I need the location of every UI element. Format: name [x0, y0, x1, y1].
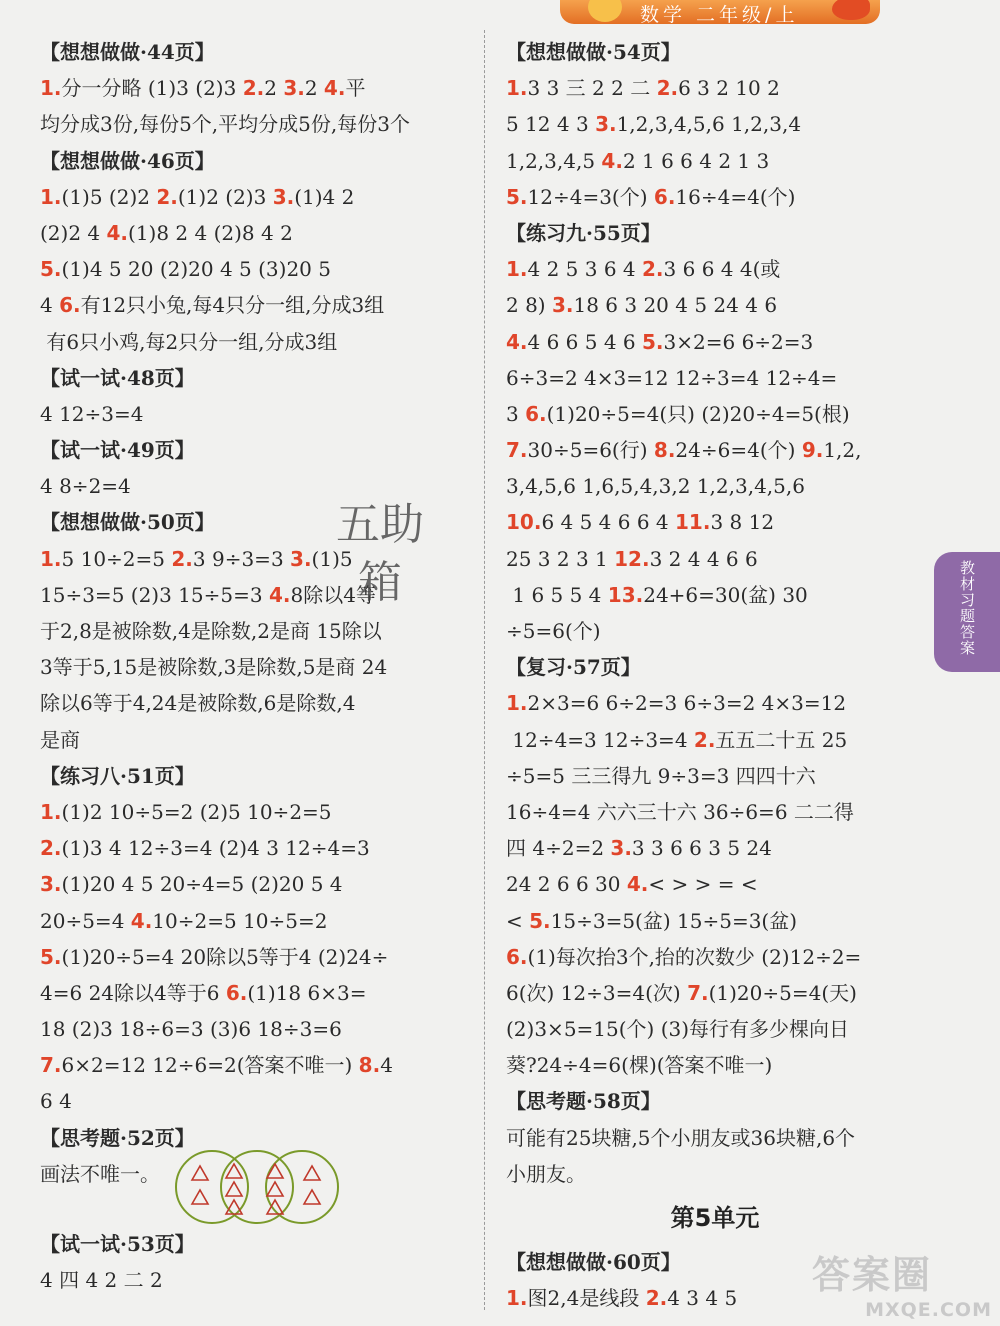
answer-text: 4 3 4 5	[667, 1286, 738, 1311]
answer-text: 30÷5=6(行)	[527, 438, 654, 463]
answer-text: 4	[40, 293, 60, 318]
question-number: 7.	[40, 1053, 62, 1078]
answer-text: 4	[380, 1053, 393, 1078]
question-number: 5.	[642, 329, 664, 354]
answer-line	[40, 1047, 470, 1083]
answer-text: 1,2,3,4,5,6 1,2,3,4	[616, 112, 802, 137]
answer-text: 平	[345, 76, 366, 101]
answer-line: 均分成3份,每份5个,平均分成5份,每份3个	[40, 112, 410, 137]
section-heading: 【想想做做·50页】	[40, 510, 215, 535]
question-number: 7.	[506, 438, 528, 463]
question-number: 2.	[693, 727, 716, 752]
question-number: 9.	[801, 438, 824, 463]
answer-line	[40, 903, 470, 939]
answer-line: ÷5=5 三三得九 9÷3=3 四四十六	[506, 763, 816, 788]
bird-icon	[588, 0, 622, 22]
question-number: 4.	[130, 908, 153, 933]
answer-text: 24÷6=4(个)	[675, 438, 802, 463]
answer-line: 除以6等于4,24是被除数,6是除数,4	[40, 691, 356, 716]
section-heading: 【想想做做·60页】	[506, 1250, 681, 1274]
answer-line	[506, 722, 924, 758]
question-number: 2.	[242, 76, 265, 101]
answer-line: 可能有25块糖,5个小朋友或36块糖,6个	[506, 1125, 856, 1150]
answer-text: 10÷2=5 10÷5=2	[152, 908, 328, 933]
answer-line: 于2,8是被除数,4是除数,2是商 15除以	[40, 619, 382, 643]
answer-text: 6×2=12 12÷6=2(答案不唯一)	[61, 1053, 359, 1078]
watermark-url: MXQE.COM	[865, 1299, 992, 1321]
answer-text: 15÷3=5 (2)3 15÷5=3	[40, 582, 269, 607]
question-number: 13.	[607, 582, 644, 607]
question-number: 6.	[506, 944, 528, 969]
answer-text: 1 6 5 5 4	[506, 582, 608, 607]
answer-line	[506, 685, 924, 721]
question-number: 1.	[40, 184, 62, 209]
answer-line: 6÷3=2 4×3=12 12÷3=4 12÷4=	[506, 365, 838, 390]
question-number: 1.	[506, 691, 528, 716]
answer-line: 小朋友。	[506, 1161, 586, 1186]
answer-line	[506, 251, 924, 287]
question-number: 3.	[595, 112, 617, 137]
answer-line: 3等于5,15是被除数,3是除数,5是商 24	[40, 655, 388, 680]
answer-text: 3 3 6 6 3 5 24	[631, 836, 772, 861]
answer-text: 4 6 6 5 4 6	[527, 329, 643, 354]
answer-text: 图2,4是线段	[527, 1286, 646, 1311]
answer-text: (1)20 4 5 20÷4=5 (2)20 5 4	[61, 872, 343, 897]
answer-text: 25 3 2 3 1	[506, 546, 615, 571]
answer-text: 5 10÷2=5	[61, 546, 172, 571]
answer-text: 6 3 2 10 2	[678, 76, 780, 101]
answer-line: 4 8÷2=4	[40, 474, 131, 499]
question-number: 6.	[225, 980, 248, 1005]
answer-line: 18 (2)3 18÷6=3 (3)6 18÷3=6	[40, 1017, 342, 1042]
question-number: 3.	[40, 872, 62, 897]
question-number: 1.	[40, 546, 62, 571]
answer-line: 葵?24÷4=6(棵)(答案不唯一)	[506, 1053, 773, 1078]
answer-text: 3 6 6 4 4(或	[663, 257, 781, 282]
question-number: 2.	[656, 76, 679, 101]
answer-line: (2)3×5=15(个) (3)每行有多少棵向日	[506, 1017, 850, 1042]
answer-text: 3×2=6 6÷2=3	[663, 329, 814, 354]
answer-text: 1,2,3,4,5	[506, 148, 602, 173]
question-number: 1.	[506, 76, 528, 101]
answer-text: (1)2 (2)3	[177, 184, 273, 209]
answer-line	[506, 866, 924, 902]
answer-line: 6 4	[40, 1089, 72, 1114]
answer-text: (2)2 4	[40, 220, 107, 245]
question-number: 4.	[323, 76, 346, 101]
section-heading: 【试一试·48页】	[40, 365, 195, 390]
question-number: 3.	[272, 184, 295, 209]
answer-line	[506, 975, 924, 1011]
answer-text: (1)3 4 12÷3=4 (2)4 3 12÷4=3	[61, 836, 370, 861]
section-heading: 【试一试·53页】	[40, 1231, 195, 1256]
section-heading: 【试一试·49页】	[40, 438, 195, 463]
answer-line	[506, 577, 924, 613]
question-number: 12.	[614, 546, 650, 571]
answer-text: (1)2 10÷5=2 (2)5 10÷2=5	[61, 799, 332, 824]
answer-text: 有12只小兔,每4只分一组,分成3组	[80, 293, 385, 318]
right-column	[506, 34, 924, 1316]
answer-text: 2	[264, 76, 284, 101]
section-heading: 【思考题·58页】	[506, 1089, 661, 1114]
answer-line	[506, 396, 924, 432]
answer-line	[40, 866, 470, 902]
question-number: 2.	[40, 836, 62, 861]
question-number: 3.	[551, 293, 574, 318]
answer-text: (1)5 (2)2	[61, 184, 157, 209]
answer-line	[40, 975, 470, 1011]
question-number: 3.	[610, 836, 632, 861]
answer-line	[506, 432, 924, 468]
answer-text: 24+6=30(盆) 30	[643, 582, 808, 607]
column-divider	[484, 30, 485, 1310]
answer-line	[40, 939, 470, 975]
leaf-icon	[832, 0, 870, 20]
question-number: 4.	[506, 329, 528, 354]
answer-line	[40, 830, 470, 866]
answer-text: 12÷4=3(个)	[527, 184, 654, 209]
drawing-answer	[40, 1156, 470, 1226]
answer-line	[40, 70, 470, 106]
answer-line	[506, 324, 924, 360]
answer-text: (1)8 2 4 (2)8 4 2	[128, 220, 293, 245]
watermark-logo: 答案圈	[812, 1253, 933, 1297]
answer-text: (1)4 5 20 (2)20 4 5 (3)20 5	[61, 257, 331, 282]
question-number: 11.	[675, 510, 711, 535]
answer-text: 2 1 6 6 4 2 1 3	[622, 148, 770, 173]
question-number: 2.	[156, 184, 178, 209]
question-number: 2.	[171, 546, 193, 571]
question-number: 6.	[525, 401, 547, 426]
question-number: 2.	[645, 1286, 668, 1311]
question-number: 1.	[506, 257, 528, 282]
question-number: 1.	[40, 799, 62, 824]
answer-text: 3 9÷3=3	[192, 546, 291, 571]
answer-line	[40, 179, 470, 215]
answer-text: 6 4 5 4 6 6 4	[541, 510, 676, 535]
question-number: 5.	[40, 944, 62, 969]
answer-text: 18 6 3 20 4 5 24 4 6	[573, 293, 778, 318]
answer-line	[506, 504, 924, 540]
answer-text: 4=6 24除以4等于6	[40, 980, 226, 1005]
answer-text: 4 2 5 3 6 4	[527, 257, 643, 282]
answer-line	[506, 830, 924, 866]
side-tab	[934, 552, 1000, 672]
answer-text: 8除以4等	[290, 582, 376, 607]
answer-text: 12÷4=3 12÷3=4	[506, 727, 694, 752]
answer-line: 16÷4=4 六六三十六 36÷6=6 二二得	[506, 799, 854, 824]
watermark	[812, 1244, 992, 1321]
answer-text: 五五二十五 25	[715, 727, 848, 752]
side-tab-label: 教材习题答案	[958, 560, 976, 656]
header-banner	[560, 0, 880, 24]
header-text: 数学 二年级/上	[640, 4, 799, 26]
answer-text: 3 8 12	[710, 510, 775, 535]
question-number: 8.	[358, 1053, 381, 1078]
question-number: 4.	[268, 582, 291, 607]
answer-text: 2	[304, 76, 324, 101]
answer-line	[506, 179, 924, 215]
question-number: 6.	[653, 184, 676, 209]
answer-text: (1)5	[311, 546, 353, 571]
answer-text: 分一分略 (1)3 (2)3	[61, 76, 243, 101]
answer-line	[506, 70, 924, 106]
answer-line	[40, 215, 470, 251]
answer-text: 5 12 4 3	[506, 112, 596, 137]
answer-line	[40, 794, 470, 830]
question-number: 1.	[506, 1286, 528, 1311]
answer-line	[506, 903, 924, 939]
question-number: 5.	[40, 257, 62, 282]
section-heading: 【想想做做·44页】	[40, 40, 215, 64]
answer-text: 1,2,	[823, 438, 862, 463]
answer-text: 20÷5=4	[40, 908, 131, 933]
question-number: 2.	[642, 257, 664, 282]
answer-text: 3 3 三 2 2 二	[527, 76, 657, 101]
answer-line: ÷5=6(个)	[506, 619, 601, 643]
answer-line	[506, 939, 924, 975]
question-number: 3.	[283, 76, 305, 101]
answer-line	[40, 251, 470, 287]
section-heading: 【练习八·51页】	[40, 763, 195, 788]
question-number: 3.	[290, 546, 312, 571]
answer-text: 6(次) 12÷3=4(次)	[506, 980, 688, 1005]
answer-line	[506, 541, 924, 577]
answer-text: <	[506, 908, 530, 933]
question-number: 6.	[59, 293, 81, 318]
question-number: 7.	[687, 980, 709, 1005]
question-number: 4.	[626, 872, 649, 897]
unit-title: 第5单元	[670, 1204, 760, 1232]
question-number: 5.	[506, 184, 528, 209]
answer-line	[40, 287, 470, 323]
question-number: 5.	[529, 908, 551, 933]
answer-text: 16÷4=4(个)	[675, 184, 796, 209]
answer-text: 2×3=6 6÷2=3 6÷3=2 4×3=12	[527, 691, 847, 716]
answer-text: (1)20÷5=4(天)	[708, 980, 857, 1005]
section-heading: 【思考题·52页】	[40, 1125, 195, 1150]
answer-line	[506, 143, 924, 179]
answer-line	[506, 106, 924, 142]
answer-text: (1)18 6×3=	[247, 980, 367, 1005]
handwritten-note: 五助箱	[336, 499, 424, 608]
answer-text: 15÷3=5(盆) 15÷5=3(盆)	[550, 908, 798, 933]
answer-text: 3 2 4 4 6 6	[649, 546, 758, 571]
answer-text: (1)每次抬3个,抬的次数少 (2)12÷2=	[527, 944, 862, 969]
section-heading: 【想想做做·46页】	[40, 148, 215, 173]
question-number: 4.	[601, 148, 623, 173]
answer-text: (1)20÷5=4(只) (2)20÷4=5(根)	[546, 401, 850, 426]
question-number: 1.	[40, 76, 62, 101]
answer-line	[506, 287, 924, 323]
answer-text: 24 2 6 6 30	[506, 872, 627, 897]
question-number: 4.	[106, 220, 129, 245]
answer-line: 3,4,5,6 1,6,5,4,3,2 1,2,3,4,5,6	[506, 474, 805, 499]
answer-text: 四 4÷2=2	[506, 836, 611, 861]
answer-text: (1)4 2	[294, 184, 355, 209]
answer-text: 画法不唯一。	[40, 1161, 160, 1186]
answer-line: 是商	[40, 727, 80, 752]
section-heading: 【复习·57页】	[506, 655, 641, 680]
circles-triangles-figure	[172, 1148, 342, 1226]
answer-text: (1)20÷5=4 20除以5等于4 (2)24÷	[61, 944, 389, 969]
question-number: 8.	[653, 438, 676, 463]
answer-text: 3	[506, 401, 526, 426]
section-heading: 【练习九·55页】	[506, 220, 661, 245]
answer-text: 2 8)	[506, 293, 552, 318]
question-number: 10.	[506, 510, 542, 535]
section-heading: 【想想做做·54页】	[506, 40, 681, 64]
answer-line: 4 四 4 2 二 2	[40, 1268, 163, 1292]
answer-line: 4 12÷3=4	[40, 401, 144, 426]
answer-text: < > > = <	[648, 872, 758, 897]
answer-line: 有6只小鸡,每2只分一组,分成3组	[40, 329, 338, 354]
